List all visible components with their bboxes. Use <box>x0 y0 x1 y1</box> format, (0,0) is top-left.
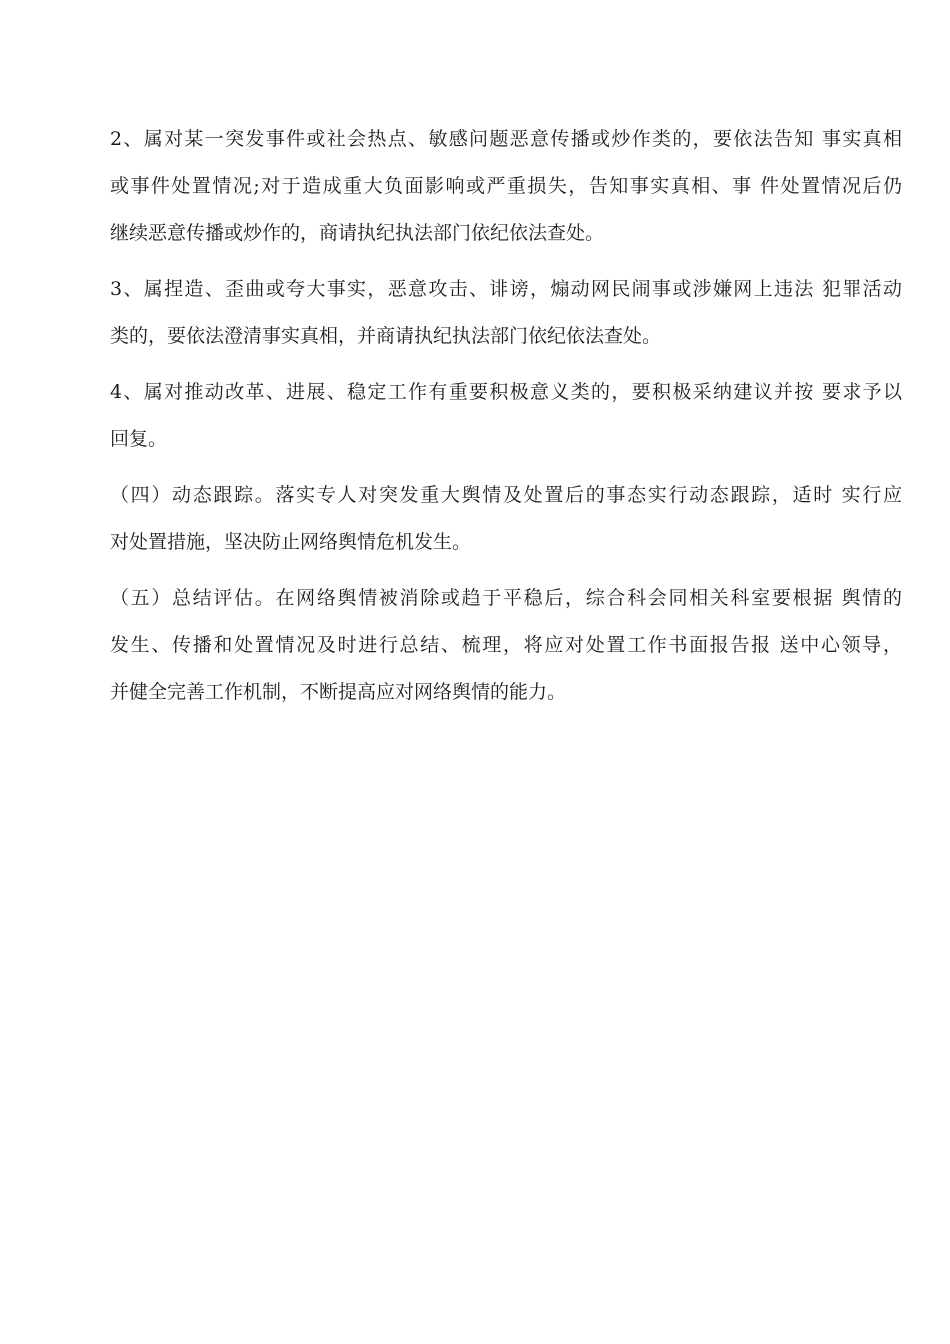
text-line: 4、属对推动改革、进展、稳定工作有重要积极意义类的，要积极采纳建议并按 要求予以 <box>110 381 902 403</box>
paragraph-dynamic-tracking <box>110 472 902 566</box>
text-line: 回复。 <box>110 428 168 450</box>
text-line: 2、属对某一突发事件或社会热点、敏感问题恶意传播或炒作类的，要依法告知 事实真相 <box>110 128 902 150</box>
document-body <box>110 116 902 725</box>
text-line: （四）动态跟踪。落实专人对突发重大舆情及处置后的事态实行动态跟踪，适时 实行应 <box>110 484 902 506</box>
paragraph-item-3 <box>110 266 902 360</box>
text-line: 对处置措施，坚决防止网络舆情危机发生。 <box>110 531 472 553</box>
paragraph-item-4 <box>110 369 902 463</box>
paragraph-item-2 <box>110 116 902 257</box>
text-line: 并健全完善工作机制，不断提高应对网络舆情的能力。 <box>110 681 567 703</box>
text-line: 继续恶意传播或炒作的，商请执纪执法部门依纪依法查处。 <box>110 222 605 244</box>
paragraph-summary-evaluation <box>110 575 902 716</box>
text-line: 类的，要依法澄清事实真相，并商请执纪执法部门依纪依法查处。 <box>110 325 662 347</box>
text-line: （五）总结评估。在网络舆情被消除或趋于平稳后，综合科会同相关科室要根据 舆情的 <box>110 587 902 609</box>
text-line: 或事件处置情况;对于造成重大负面影响或严重损失，告知事实真相、事 件处置情况后仍 <box>110 175 902 197</box>
text-line: 发生、传播和处置情况及时进行总结、梳理，将应对处置工作书面报告报 送中心领导， <box>110 634 902 656</box>
text-line: 3、属捏造、歪曲或夸大事实，恶意攻击、诽谤，煽动网民闹事或涉嫌网上违法 犯罪活动 <box>110 278 902 300</box>
